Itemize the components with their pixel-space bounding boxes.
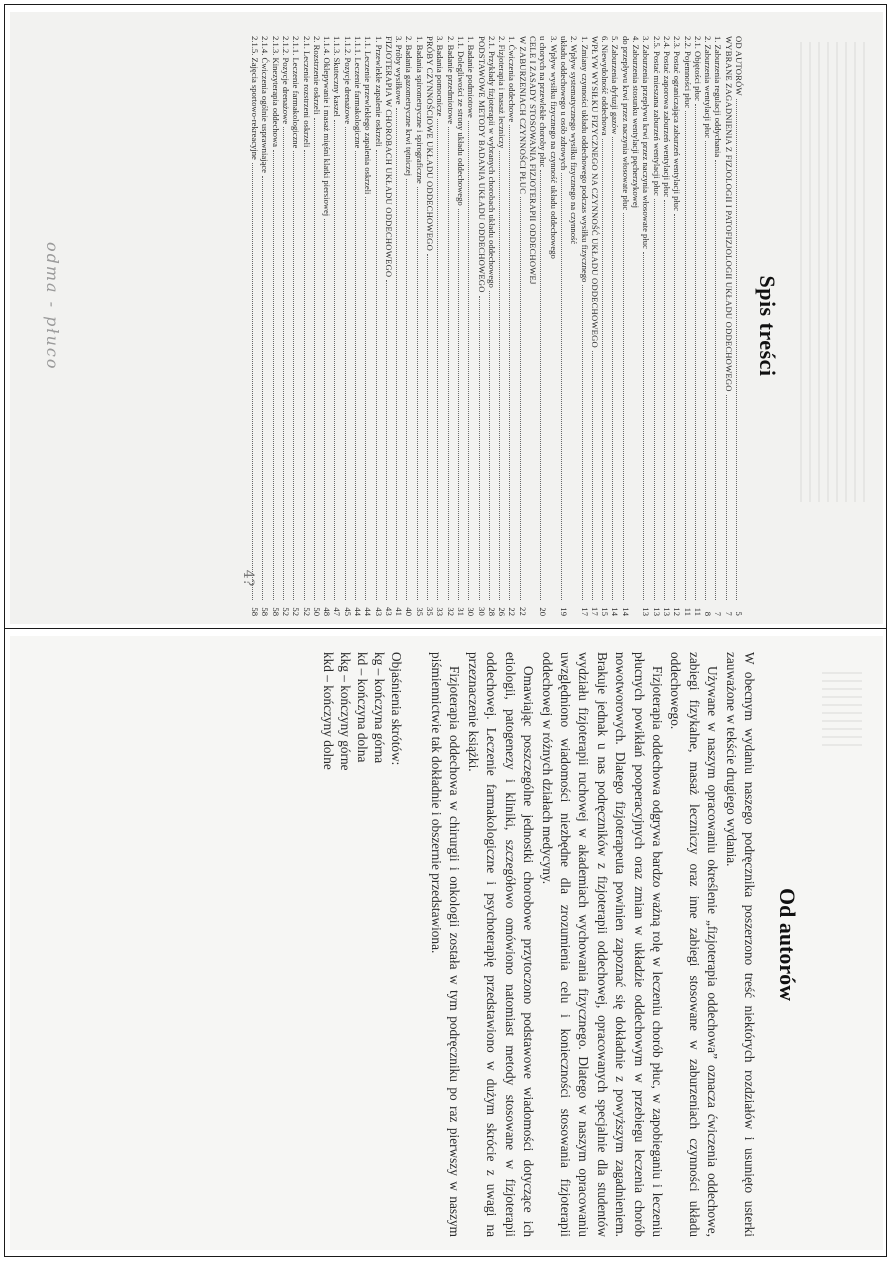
toc-entry xyxy=(713,36,723,616)
toc-page-number: 17 xyxy=(589,607,600,616)
toc-leader-dots xyxy=(643,252,644,600)
toc-entry-title: 1. Badania spirometryczne i spirograficzne xyxy=(414,36,425,184)
toc-leader-dots xyxy=(705,141,706,600)
toc-entry xyxy=(342,36,352,616)
toc-leader-dots xyxy=(602,139,603,600)
toc-leader-dots xyxy=(417,187,418,600)
toc-leader-dots xyxy=(314,118,315,600)
toc-page-number: 13 xyxy=(661,607,672,616)
authors-title: Od autorów xyxy=(775,887,800,1002)
toc-entry-title: 1.1.4. Oklepywanie i masaż mięśni klatki piersiowej xyxy=(322,36,333,217)
toc-leader-dots xyxy=(715,160,716,600)
authors-body xyxy=(427,652,758,1237)
toc-entry xyxy=(332,36,342,616)
abbreviations-list xyxy=(320,652,388,1237)
toc-page-number: 35 xyxy=(425,607,436,616)
toc-entry-title: 2. Badania gazometryczne krwi tętniczej xyxy=(404,36,415,177)
toc-entry xyxy=(528,36,538,616)
toc-entry-title: PRÓBY CZYNNOŚCIOWE UKŁADU ODDECHOWEGO xyxy=(425,36,436,251)
toc-leader-dots xyxy=(664,200,665,600)
toc-page-number: 45 xyxy=(342,607,353,616)
toc-entry xyxy=(517,36,527,616)
toc-page-number: 43 xyxy=(383,607,394,616)
toc-leader-dots xyxy=(695,104,696,600)
toc-entry xyxy=(353,36,363,616)
toc-entry-title: OD AUTORÓW xyxy=(734,36,744,96)
toc-entry-title: 1. Przewlekłe zapalenie oskrzeli xyxy=(373,36,384,147)
toc-entry xyxy=(507,36,517,616)
toc-page-number: 19 xyxy=(558,607,569,616)
scan-page-authors xyxy=(10,636,883,1250)
toc-entry-title: WYBRANE ZAGADNIENIA Z FIZJOLOGII I PATOFIZJOLOGII UKŁADU ODDECHOWEGO xyxy=(723,36,734,392)
toc-page-number: 44 xyxy=(353,607,364,616)
toc-entry xyxy=(415,36,425,616)
page-divider xyxy=(4,628,887,629)
toc-page-number: 32 xyxy=(445,607,456,616)
toc-page-number: 58 xyxy=(260,607,271,616)
toc-entry xyxy=(435,36,445,616)
toc-entry xyxy=(384,36,394,616)
toc-entry-title: 2.1.5. Zajęcia sportowo-rekreacyjne xyxy=(250,36,261,160)
toc-entry-title: 2. Badanie przedmiotowe xyxy=(445,36,456,125)
toc-entry xyxy=(548,36,558,616)
toc-entry-title: 2.1.1. Leczenie farmakologiczne xyxy=(291,36,302,149)
toc-page-number: 8 xyxy=(703,611,714,616)
toc-leader-dots xyxy=(273,150,274,600)
toc-leader-dots xyxy=(427,254,428,600)
toc-entry-title: układu oddechowego u osób zdrowych xyxy=(558,36,569,171)
toc-leader-dots xyxy=(499,151,500,600)
toc-entry xyxy=(734,36,744,616)
toc-leader-dots xyxy=(612,137,613,600)
toc-entry-title: 2.1. Objętości płuc xyxy=(692,36,703,101)
toc-leader-dots xyxy=(386,280,387,600)
toc-entry-title: 1.1. Leczenie przewlekłego zapalenia oskrzeli xyxy=(363,36,374,195)
abbreviations-heading: Objaśnienia skrótów: xyxy=(388,652,404,766)
toc-entry xyxy=(600,36,610,616)
toc-entry xyxy=(363,36,373,616)
toc-entry xyxy=(651,36,661,616)
toc-page-number: 30 xyxy=(466,607,477,616)
toc-leader-dots xyxy=(293,151,294,600)
toc-page-number: 43 xyxy=(373,607,384,616)
toc-entry-title: 2. Rozstrzenie oskrzeli xyxy=(311,36,322,115)
toc-page-number: 11 xyxy=(682,607,693,616)
toc-leader-dots xyxy=(674,214,675,600)
toc-page-number: 22 xyxy=(517,607,528,616)
abbreviation-item: kd – kończyna dolna xyxy=(354,652,370,763)
toc-leader-dots xyxy=(355,151,356,600)
toc-entry-title: 3. Badania pomocnicze xyxy=(435,36,446,117)
toc-entry xyxy=(723,36,733,616)
toc-entry-title: u chorych na przewlekłe choroby płuc xyxy=(538,36,549,168)
toc-leader-dots xyxy=(407,179,408,600)
toc-entry xyxy=(270,36,280,616)
toc-entry xyxy=(291,36,301,616)
toc-entry xyxy=(322,36,332,616)
toc-entry-title: 2. Zaburzenia wentylacji płuc xyxy=(703,36,714,139)
toc-leader-dots xyxy=(376,150,377,600)
toc-entry-title: 2. Fizjoterapia i masaż leczniczy xyxy=(497,36,508,149)
toc-entry-title: 1. Badanie podmiotowe xyxy=(466,36,477,118)
abbreviation-item: kkd – kończyny dolne xyxy=(320,652,336,770)
toc-page-content xyxy=(80,36,780,616)
authors-paragraph: Używane w naszym opracowaniu określenie „fizjoterapia oddechowa” oznacza ćwiczenia oddechowe, zabiegi fizykalne, masaż leczniczy oraz inne zabiegi stosowane w zaburzeniach czynności układu oddechowego. xyxy=(668,652,721,1237)
toc-leader-dots xyxy=(726,395,727,600)
toc-entry-title: 6. Niewydolność oddechowa xyxy=(600,36,611,136)
toc-leader-dots xyxy=(540,170,541,600)
toc-leader-dots xyxy=(736,99,737,600)
toc-entry xyxy=(312,36,322,616)
toc-leader-dots xyxy=(262,176,263,600)
toc-entry-title: 2.5. Postać mieszana zaburzeń wentylacji płuc xyxy=(651,36,662,196)
toc-entry xyxy=(250,36,260,616)
toc-leader-dots xyxy=(582,285,583,600)
toc-entry xyxy=(538,36,548,616)
toc-page-number: 14 xyxy=(620,607,631,616)
toc-leader-dots xyxy=(304,150,305,600)
toc-page-number: 7 xyxy=(713,611,724,616)
toc-entry xyxy=(487,36,497,616)
toc-leader-dots xyxy=(561,173,562,600)
toc-entry-title: CELE I ZASADY STOSOWANIA FIZJOTERAPII ODDECHOWEJ xyxy=(528,36,539,285)
toc-leader-dots xyxy=(489,291,490,600)
toc-entry-title: W ZABURZENIACH CZYNNOŚCI PŁUC xyxy=(517,36,528,195)
toc-entry-title: 4. Zaburzenia stosunku wentylacji pęcherzykowej xyxy=(631,36,642,209)
toc-entry-title: 2.3. Postać ograniczająca zaburzeń wentylacji płuc xyxy=(672,36,683,211)
toc-leader-dots xyxy=(365,197,366,600)
toc-leader-dots xyxy=(468,121,469,600)
toc-entry xyxy=(476,36,486,616)
scan-page-toc xyxy=(10,12,883,624)
authors-paragraph: Fizjoterapia oddechowa w chirurgii i onkologii została w tym podręczniku po raz pierwszy w naszym piśmiennictwie tak dokładnie i obszernie przedstawiona. xyxy=(429,652,463,1237)
toc-entry-title: 2. Wpływ systematycznego wysiłku fizycznego na czynność xyxy=(569,36,580,245)
toc-entry xyxy=(682,36,692,616)
authors-page-content xyxy=(240,652,800,1237)
bleed-through-shadow xyxy=(822,666,862,746)
toc-page-number: 26 xyxy=(497,607,508,616)
toc-page-number: 22 xyxy=(507,607,518,616)
toc-leader-dots xyxy=(437,119,438,600)
abbreviation-item: kkg – kończyny górne xyxy=(337,652,353,771)
toc-entry xyxy=(559,36,569,616)
toc-entry xyxy=(373,36,383,616)
toc-page-number: 35 xyxy=(414,607,425,616)
toc-leader-dots xyxy=(685,111,686,600)
toc-page-number: 20 xyxy=(538,607,549,616)
toc-entry-title: FIZJOTERAPIA W CHOROBACH UKŁADU ODDECHOWEGO xyxy=(383,36,394,278)
toc-entry xyxy=(425,36,435,616)
toc-entry xyxy=(641,36,651,616)
pencil-mark: 4? xyxy=(240,569,257,587)
toc-entry xyxy=(620,36,630,616)
toc-entry xyxy=(260,36,270,616)
toc-page-number: 11 xyxy=(692,607,703,616)
authors-paragraph: Omawiając poszczególne jednostki chorobowe przytoczono podstawowe wiadomości dotyczące ich etiologii, patogenezy i kliniki, szczegółowo omówiono natomiast metody stosowane w fizjoterapii oddechowej. Leczenie farmakologiczne i psychoterapię przedstawiono w dużym skrócie z uwagi na przeznaczenie książki. xyxy=(465,652,537,1237)
toc-page-number: 13 xyxy=(651,607,662,616)
toc-entry xyxy=(301,36,311,616)
toc-entry xyxy=(569,36,579,616)
toc-entry xyxy=(456,36,466,616)
toc-entry xyxy=(610,36,620,616)
toc-page-number: 40 xyxy=(404,607,415,616)
toc-page-number: 47 xyxy=(332,607,343,616)
toc-entry xyxy=(445,36,455,616)
toc-title: Spis treści xyxy=(755,275,780,377)
handwritten-margin-note: odma - płuco xyxy=(43,242,62,371)
toc-leader-dots xyxy=(654,199,655,600)
abbreviation-item: kg – kończyna górna xyxy=(371,652,387,764)
toc-entry xyxy=(631,36,641,616)
toc-entry xyxy=(281,36,291,616)
toc-entry-title: 1. Ćwiczenia oddechowe xyxy=(507,36,518,123)
toc-entry-title: 2.1.4. Ćwiczenia ogólnie usprawniające xyxy=(260,36,271,173)
toc-entry xyxy=(703,36,713,616)
toc-page-number: 58 xyxy=(270,607,281,616)
toc-entry xyxy=(394,36,404,616)
toc-leader-dots xyxy=(324,219,325,600)
toc-page-number: 30 xyxy=(476,607,487,616)
toc-entry-title: WPŁYW WYSIŁKU FIZYCZNEGO NA CZYNNOŚĆ UKŁADU ODDECHOWEGO xyxy=(589,36,600,348)
toc-page-number: 52 xyxy=(301,607,312,616)
toc-leader-dots xyxy=(479,296,480,600)
toc-entry xyxy=(497,36,507,616)
toc-page-number: 41 xyxy=(394,607,405,616)
toc-page-number: 50 xyxy=(311,607,322,616)
toc-entry-title: 1.1.2. Pozycje drenażowe xyxy=(342,36,353,125)
toc-page-number: 33 xyxy=(435,607,446,616)
toc-leader-dots xyxy=(448,127,449,600)
toc-entry-title: 1.1.1. Leczenie farmakologiczne xyxy=(353,36,364,149)
toc-leader-dots xyxy=(252,163,253,600)
authors-paragraph: Fizjoterapia oddechowa odgrywa bardzo ważną rolę w leczeniu chorób płuc, w zapobieganiu i leczeniu płucnych powikłań pooperacyjnych oraz zmian w układzie oddechowym w przebiegu leczenia chorób nowotworowych. Dlatego fizjoterapeuta powinien zapoznać się dokładnie z powyższym zagadnieniem. Brakuje jednak u nas podręczników z fizjoterapii oddechowej, opracowanych specjalnie dla studentów wydziału fizjoterapii ruchowej w akademiach wychowania fizycznego. Dlatego w naszym opracowaniu uwzględniono wiadomości niezbędne dla zrozumienia celu i konieczności stosowania fizjoterapii oddechowej w różnych działach medycyny. xyxy=(539,652,665,1237)
toc-page-number: 28 xyxy=(486,607,497,616)
abbreviations-block xyxy=(320,652,405,1237)
toc-page-number: 17 xyxy=(579,607,590,616)
authors-paragraph: W obecnym wydaniu naszego podręcznika poszerzono treść niektórych rozdziałów i usunięto usterki zauważone w tekście drugiego wydania. xyxy=(723,652,757,1237)
toc-leader-dots xyxy=(396,108,397,600)
toc-leader-dots xyxy=(623,213,624,600)
toc-entry-title: 2.4. Postać zaporowa zaburzeń wentylacji płuc xyxy=(661,36,672,198)
toc-leader-dots xyxy=(509,125,510,600)
toc-page-number: 44 xyxy=(363,607,374,616)
toc-leader-dots xyxy=(345,127,346,600)
toc-entry-title: 3. Próby wysiłkowe xyxy=(394,36,405,105)
toc-page-number: 52 xyxy=(280,607,291,616)
toc-entry xyxy=(579,36,589,616)
toc-page-number: 58 xyxy=(250,607,261,616)
toc-entry xyxy=(672,36,682,616)
toc-entry-title: 1.1. Dolegliwości ze strony układu oddechowego xyxy=(455,36,466,206)
toc-page-number: 52 xyxy=(291,607,302,616)
toc-entry-title: 5. Zaburzenia dyfuzji gazów xyxy=(610,36,621,135)
toc-entry xyxy=(693,36,703,616)
toc-page-number: 14 xyxy=(610,607,621,616)
toc-entry xyxy=(590,36,600,616)
toc-entry-title: 2.1. Leczenie rozstrzeni oskrzeli xyxy=(301,36,312,148)
toc-entry-title: PODSTAWOWE METODY BADANIA UKŁADU ODDECHOWEGO xyxy=(476,36,487,293)
toc-entry-title: 1. Zaburzenia regulacji oddychania xyxy=(713,36,724,158)
bleed-through-shadow xyxy=(800,42,870,502)
toc-page-number: 48 xyxy=(322,607,333,616)
toc-entry xyxy=(404,36,414,616)
toc-page-number: 12 xyxy=(672,607,683,616)
toc-entry-title: 1. Zmiany czynności układu oddechowego podczas wysiłku fizycznego xyxy=(579,36,590,283)
toc-entry xyxy=(662,36,672,616)
toc-entry-title: 2.1.3. Kinezyterapia oddechowa xyxy=(270,36,281,147)
toc-entry xyxy=(466,36,476,616)
toc-page-number: 15 xyxy=(600,607,611,616)
toc-entry-title: 1.1.3. Skuteczny kaszel xyxy=(332,36,343,117)
toc-page-number: 13 xyxy=(641,607,652,616)
toc-entry-title: 3. Zaburzenia przepływu krwi przez naczynia włosowate płuc xyxy=(641,36,652,249)
toc-leader-dots xyxy=(458,209,459,600)
toc-leader-dots xyxy=(592,351,593,600)
toc-entry-title: 2.1. Przykłady fizjoterapii w wybranych chorobach układu oddechowego xyxy=(486,36,497,288)
toc-entry-title: 2.2. Pojemności płuc xyxy=(682,36,693,109)
toc-page-number: 7 xyxy=(723,611,734,616)
toc-leader-dots xyxy=(520,197,521,600)
toc-page-number: 31 xyxy=(455,607,466,616)
toc-list xyxy=(250,36,744,616)
toc-entry-title: 2.1.2. Pozycje drenażowe xyxy=(280,36,291,125)
toc-leader-dots xyxy=(283,127,284,600)
toc-page-number: 5 xyxy=(734,611,744,616)
toc-leader-dots xyxy=(334,120,335,600)
toc-entry-title: do przepływu krwi przez naczynia włosowate płuc xyxy=(620,36,631,211)
toc-entry-title: 3. Wpływ wysiłku fizycznego na czynność układu oddechowego xyxy=(548,36,559,259)
